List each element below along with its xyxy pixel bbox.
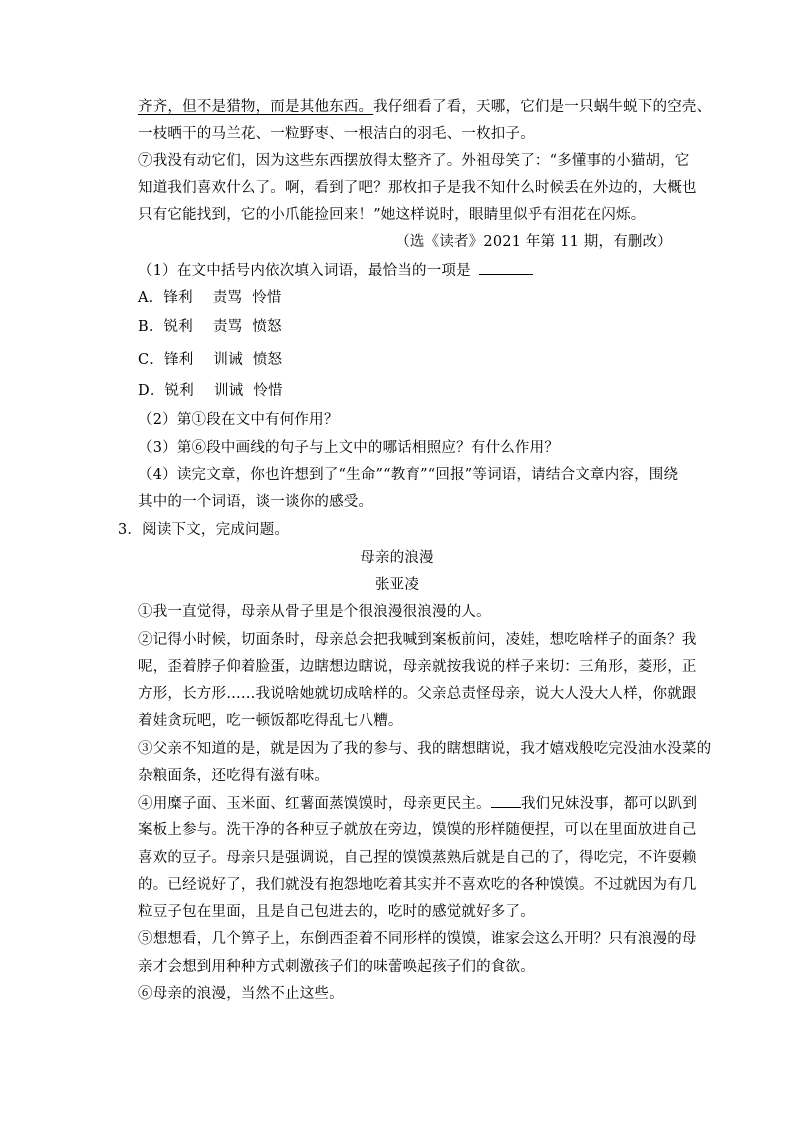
passage3-p4-line1 [138,793,697,814]
question-1 [138,260,533,281]
question-3: （3）第⑥段中画线的句子与上文中的哪话相照应？有什么作用？ [138,440,560,456]
option-word: 怜惜 [253,383,283,399]
passage3-line: ①我一直觉得，母亲从骨子里是个很浪漫很浪漫的人。 [138,604,491,620]
option-letter: C．锋利 [138,352,194,368]
passage3-line: 喜欢的豆子。母亲只是强调说，自己捏的馍馍蒸熟后就是自己的了，得吃完，不许耍赖 [138,850,697,866]
passage2-p7-line3: 只有它能找到，它的小爪能捡回来！”她这样说时，眼睛里似乎有泪花在闪烁。 [138,207,646,223]
option-word: 愤怒 [252,319,282,335]
passage3-title: 母亲的浪漫 [360,550,434,566]
option-word: 训诫 [213,352,243,368]
passage2-p7-line1: ⑦我没有动它们，因为这些东西摆放得太整齐了。外祖母笑了：“多懂事的小猫胡，它 [138,153,690,169]
passage2-source: （选《读者》2021 年第 11 期，有删改） [395,234,672,250]
passage3-line: 案板上参与。洗干净的各种豆子就放在旁边，馍馍的形样随便捏，可以在里面放进自己 [138,822,697,838]
passage3-line: 方形，长方形……我说啥她就切成啥样的。父亲总责怪母亲，说大人没大人样，你就跟 [138,686,697,702]
p4-start: ④用糜子面、玉米面、红薯面蒸馍馍时，母亲更民主。 [138,796,491,812]
option-letter: B．锐利 [138,319,193,335]
passage3-line: 呢，歪着脖子仰着脸蛋，边瞎想边瞎说，母亲就按我说的样子来切：三角形，菱形，正 [138,659,697,675]
option-letter: A．锋利 [138,290,193,306]
option-word: 怜惜 [252,290,282,306]
option-word: 责骂 [212,290,243,306]
option-word: 责骂 [212,319,243,335]
underlined-sentence: 齐齐，但不是猎物，而是其他东西。 [138,99,374,115]
option-letter: D．锐利 [138,383,194,399]
p4-end: 我们兄妹没事，都可以趴到 [520,796,698,812]
passage3-line: 杂粮面条，还吃得有滋有味。 [138,768,330,784]
passage3-line: 粒豆子包在里面，且是自己包进去的，吃时的感觉就好多了。 [138,904,535,920]
option-a[interactable] [138,288,282,308]
answer-blank[interactable] [479,260,533,275]
question-1-text: （1）在文中括号内依次填入词语，最恰当的一项是 [138,263,471,279]
passage3-line: 着娃贪玩吧，吃一顿饭都吃得乱七八糟。 [138,713,403,729]
p6-tail-rest: 我仔细看了看，天哪，它们是一只蜗牛蜕下的空壳、 [373,99,712,115]
passage2-p7-line2: 知道我们喜欢什么了。啊，看到了吧？那枚扣子是我不知什么时候丢在外边的，大概也 [138,180,697,196]
passage3-author: 张亚凌 [374,577,420,593]
passage3-line: 亲才会想到用种种方式刺激孩子们的味蕾唤起孩子们的食欲。 [138,959,535,975]
fill-blank[interactable] [491,793,521,808]
question-4-line2: 其中的一个词语，谈一谈你的感受。 [138,494,374,510]
passage2-p6-tail [138,97,711,117]
option-b[interactable] [138,317,282,337]
passage2-p6-line2: 一枝晒干的马兰花、一粒野枣、一根洁白的羽毛、一枚扣子。 [138,126,535,142]
option-word: 训诫 [213,383,244,399]
passage3-line: ③父亲不知道的是，就是因为了我的参与、我的瞎想瞎说，我才嬉戏般吃完没油水没菜的 [138,741,712,757]
passage3-line: ⑤想想看，几个箅子上，东倒西歪着不同形样的馍馍，谁家会这么开明？只有浪漫的母 [138,931,697,947]
passage3-line: ⑥母亲的浪漫，当然不止这些。 [138,986,344,1002]
option-word: 愤怒 [252,352,283,368]
option-d[interactable] [138,381,283,401]
question-4-line1: （4）读完文章，你也许想到了“生命”“教育”“回报”等词语，请结合文章内容，围绕 [138,467,679,483]
passage3-line: 的。已经说好了，我们就没有抱怨地吃着其实并不喜欢吃的各种馍馍。不过就因为有几 [138,877,697,893]
passage3-instruction: 3．阅读下文，完成问题。 [118,522,290,538]
question-2: （2）第①段在文中有何作用？ [138,412,339,428]
option-c[interactable] [138,350,282,370]
passage3-line: ②记得小时候，切面条时，母亲总会把我喊到案板前问，凌娃，想吃啥样子的面条？我 [138,632,697,648]
